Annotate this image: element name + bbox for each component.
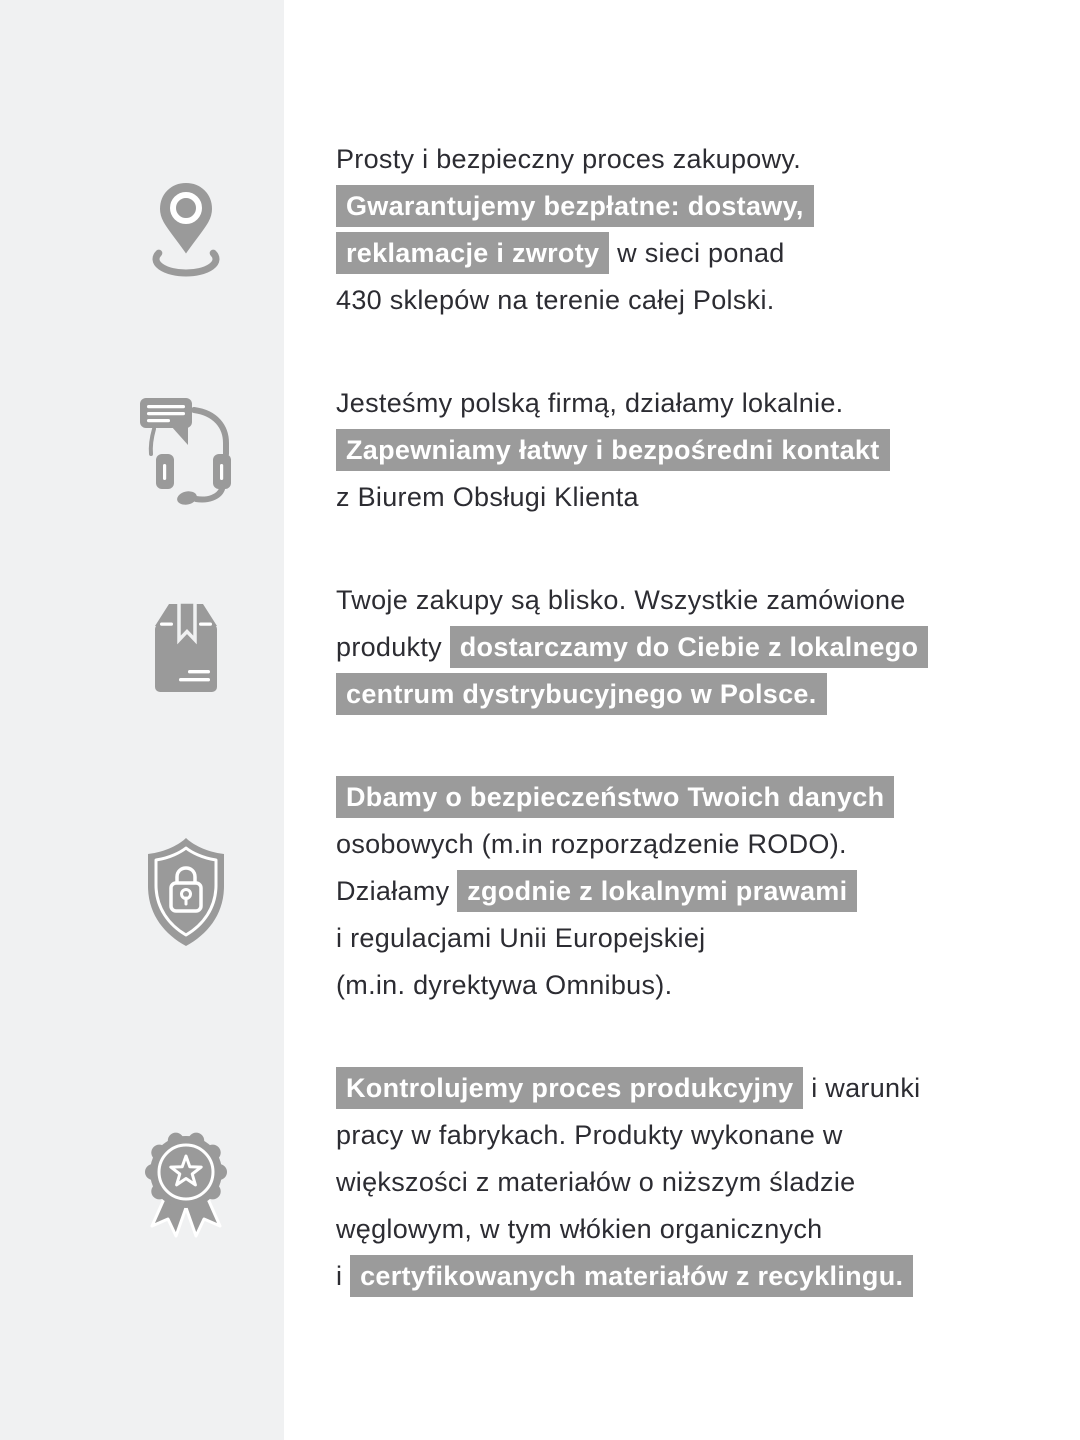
highlighted-text-segment: Kontrolujemy proces produkcyjny — [336, 1067, 803, 1109]
text-line — [336, 577, 928, 624]
benefit-icon-cell — [0, 600, 284, 696]
benefit-text — [284, 577, 928, 718]
text-segment: większości z materiałów o niższym śladzie — [336, 1167, 856, 1197]
benefit-text — [284, 380, 890, 521]
text-line — [336, 183, 814, 230]
text-segment: Twoje zakupy są blisko. Wszystkie zamówione — [336, 585, 906, 615]
highlighted-text-segment: zgodnie z lokalnymi prawami — [457, 870, 857, 912]
text-segment: i warunki — [803, 1073, 921, 1103]
text-line — [336, 1065, 920, 1112]
text-segment: z Biurem Obsługi Klienta — [336, 482, 639, 512]
text-line — [336, 230, 814, 277]
text-line — [336, 474, 890, 521]
text-line — [336, 1253, 920, 1300]
chat-headset-icon — [136, 393, 236, 508]
text-segment: węglowym, w tym włókien organicznych — [336, 1214, 823, 1244]
benefit-text — [284, 136, 814, 324]
benefit-icon-cell — [0, 179, 284, 281]
highlighted-text-segment: dostarczamy do Ciebie z lokalnego — [450, 626, 929, 668]
text-line — [336, 277, 814, 324]
shield-lock-icon — [136, 836, 236, 948]
benefit-row — [0, 136, 1080, 324]
location-pin-icon — [150, 179, 222, 281]
highlighted-text-segment: Zapewniamy łatwy i bezpośredni kontakt — [336, 429, 890, 471]
text-segment: Jesteśmy polską firmą, działamy lokalnie. — [336, 388, 844, 418]
text-line — [336, 1159, 920, 1206]
text-line — [336, 380, 890, 427]
benefit-icon-cell — [0, 836, 284, 948]
text-segment: produkty — [336, 632, 450, 662]
highlighted-text-segment: reklamacje i zwroty — [336, 232, 609, 274]
text-segment: (m.in. dyrektywa Omnibus). — [336, 970, 673, 1000]
benefit-row — [0, 380, 1080, 521]
highlighted-text-segment: Gwarantujemy bezpłatne: dostawy, — [336, 185, 814, 227]
text-segment: w sieci ponad — [609, 238, 785, 268]
benefit-row — [0, 577, 1080, 718]
award-badge-icon — [138, 1128, 234, 1238]
text-segment: osobowych (m.in rozporządzenie RODO). — [336, 829, 847, 859]
text-segment: pracy w fabrykach. Produkty wykonane w — [336, 1120, 843, 1150]
highlighted-text-segment: centrum dystrybucyjnego w Polsce. — [336, 673, 827, 715]
text-line — [336, 671, 928, 718]
text-segment: Prosty i bezpieczny proces zakupowy. — [336, 144, 802, 174]
text-segment: Działamy — [336, 876, 458, 906]
benefit-row — [0, 774, 1080, 1009]
text-line — [336, 1206, 920, 1253]
benefit-icon-cell — [0, 393, 284, 508]
text-line — [336, 868, 894, 915]
benefit-row — [0, 1065, 1080, 1300]
text-line — [336, 427, 890, 474]
text-line — [336, 962, 894, 1009]
package-icon — [143, 600, 229, 696]
highlighted-text-segment: Dbamy o bezpieczeństwo Twoich danych — [336, 776, 894, 818]
text-line — [336, 624, 928, 671]
text-line — [336, 915, 894, 962]
text-segment: i regulacjami Unii Europejskiej — [336, 923, 706, 953]
text-line — [336, 1112, 920, 1159]
text-line — [336, 774, 894, 821]
benefit-text — [284, 774, 894, 1009]
benefit-text — [284, 1065, 920, 1300]
text-line — [336, 136, 814, 183]
text-segment: 430 sklepów na terenie całej Polski. — [336, 285, 775, 315]
text-line — [336, 821, 894, 868]
text-segment: i — [336, 1261, 351, 1291]
highlighted-text-segment: certyfikowanych materiałów z recyklingu. — [350, 1255, 913, 1297]
benefit-icon-cell — [0, 1128, 284, 1238]
